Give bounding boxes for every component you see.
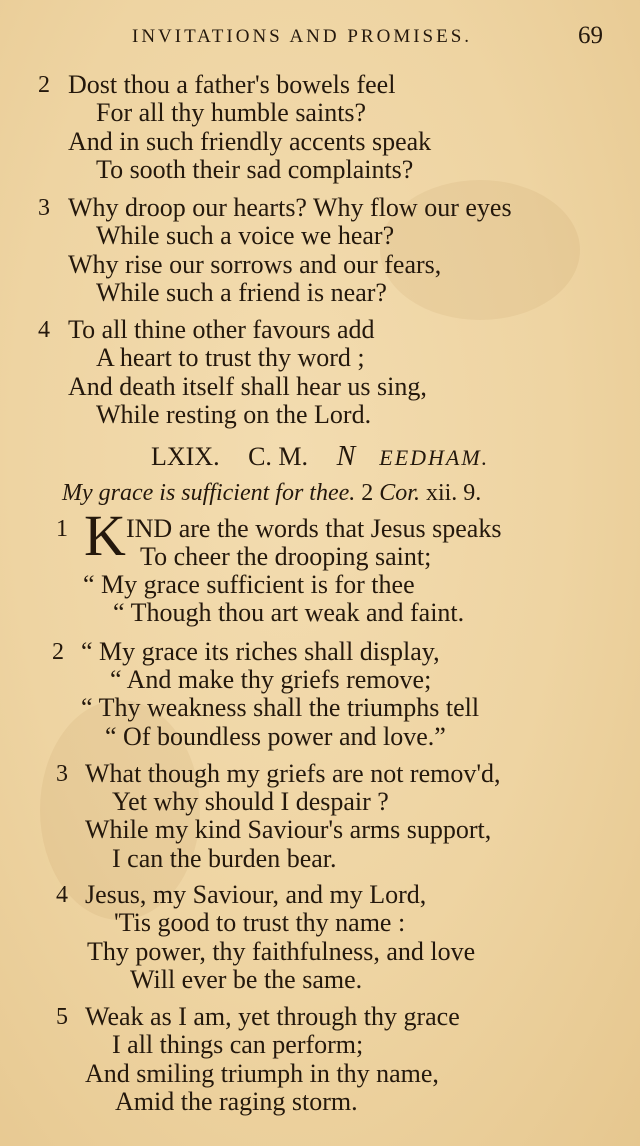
verse-line: To all thine other favours add [68, 315, 375, 344]
verse-line: A heart to trust thy word ; [96, 343, 365, 372]
verse-line: I all things can perform; [112, 1030, 364, 1059]
verse-line: What though my griefs are not remov'd, [85, 759, 501, 788]
stanza-number: 1 [56, 516, 68, 542]
verse-line: Weak as I am, yet through thy grace [85, 1002, 460, 1031]
stanza-number: 4 [38, 317, 50, 343]
verse-line: Thy power, thy faithfulness, and love [87, 937, 476, 966]
verse-line: Dost thou a father's bowels feel [68, 70, 396, 99]
epigraph-text: My grace is sufficient for thee. [62, 480, 356, 506]
verse-line: To sooth their sad complaints? [96, 155, 414, 184]
scripture-verse: xii. 9. [425, 480, 482, 506]
verse-line: 'Tis good to trust thy name : [114, 908, 406, 937]
verse-line: “ Though thou art weak and faint. [113, 598, 465, 627]
verse-line: “ Of boundless power and love.” [105, 722, 446, 751]
tune-initial: N [336, 441, 358, 472]
tune-rest: EEDHAM. [379, 445, 490, 470]
verse-line: And smiling triumph in thy name, [85, 1059, 439, 1088]
verse-line: Why droop our hearts? Why flow our eyes [68, 193, 512, 222]
tune-name [336, 441, 512, 472]
verse-line: “ My grace sufficient is for thee [83, 570, 415, 599]
verse-line: I can the burden bear. [112, 844, 337, 873]
verse-line: IND are the words that Jesus speaks [126, 514, 502, 543]
verse-line: To cheer the drooping saint; [140, 542, 432, 571]
verse-line: While such a voice we hear? [96, 221, 395, 250]
verse-line: And in such friendly accents speak [68, 127, 432, 156]
drop-cap: K [84, 503, 126, 568]
verse-line: “ Thy weakness shall the triumphs tell [81, 693, 480, 722]
page-number: 69 [578, 22, 603, 49]
verse-line: “ And make thy griefs remove; [110, 665, 432, 694]
hymn-number: LXIX. [151, 442, 220, 471]
stanza-number: 4 [56, 882, 68, 908]
verse-line: Yet why should I despair ? [112, 787, 389, 816]
stanza-number: 5 [56, 1004, 68, 1030]
verse-line: Why rise our sorrows and our fears, [68, 250, 442, 279]
hymn-meter: C. M. [248, 442, 309, 471]
verse-line: And death itself shall hear us sing, [68, 372, 427, 401]
verse-line: While such a friend is near? [96, 278, 387, 307]
verse-line: For all thy humble saints? [96, 98, 367, 127]
verse-line: “ My grace its riches shall display, [81, 637, 440, 666]
verse-line: While resting on the Lord. [96, 400, 372, 429]
verse-line: Will ever be the same. [130, 965, 363, 994]
running-title: INVITATIONS AND PROMISES. [132, 26, 473, 47]
scripture-book: Cor. [379, 480, 420, 506]
verse-line: Amid the raging storm. [115, 1087, 358, 1116]
scripture-book-number: 2 [361, 480, 374, 506]
stanza-number: 2 [38, 72, 50, 98]
stanza-number: 3 [56, 761, 68, 787]
verse-line: While my kind Saviour's arms support, [85, 815, 492, 844]
stanza-number: 3 [38, 195, 50, 221]
verse-line: Jesus, my Saviour, and my Lord, [85, 880, 427, 909]
stanza-number: 2 [52, 639, 64, 665]
hymn-heading [151, 441, 533, 474]
